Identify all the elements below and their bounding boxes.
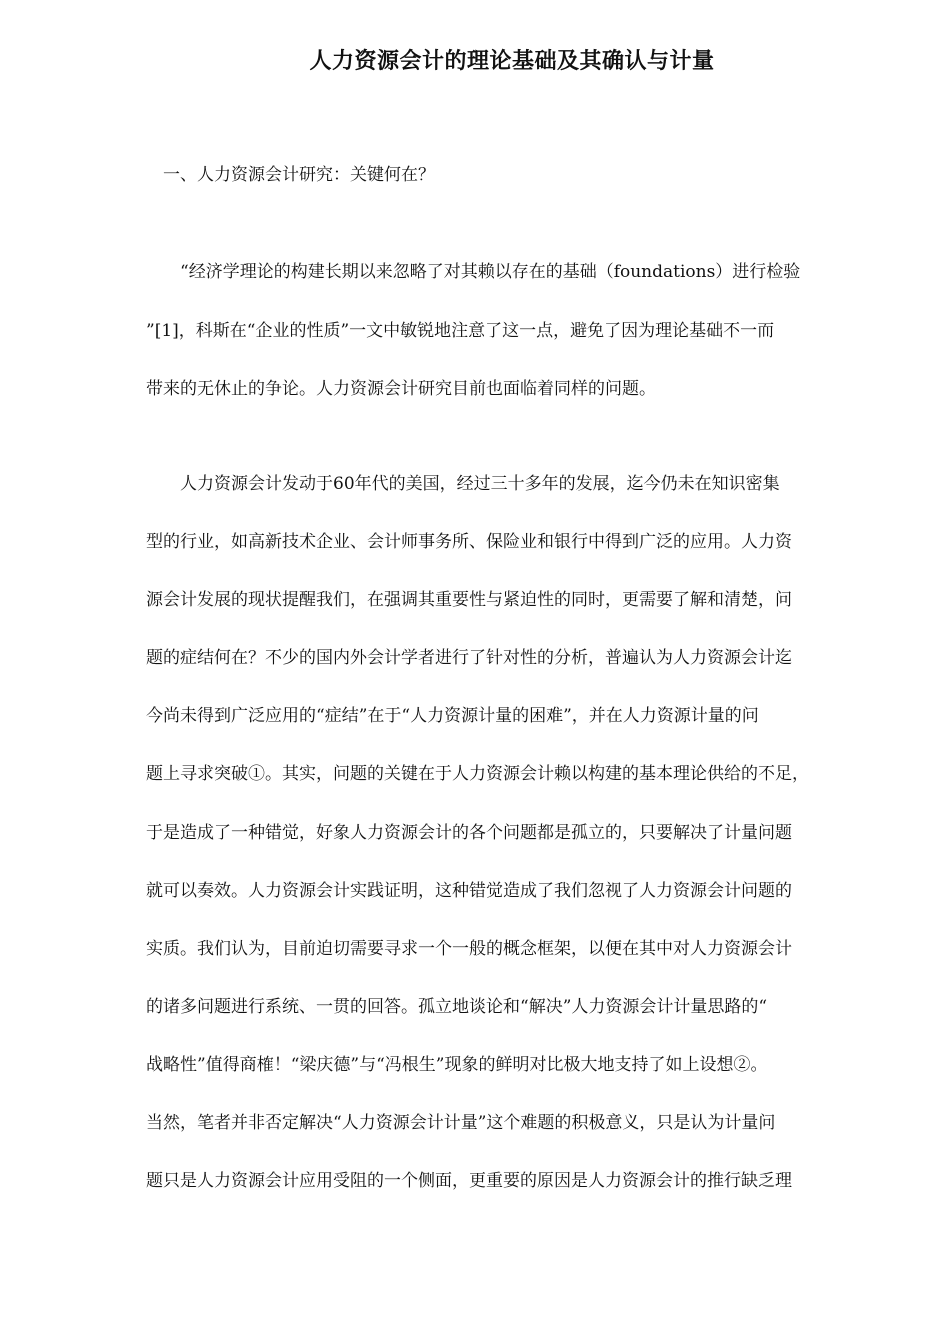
paragraph-line: 战略性”值得商榷！“梁庆德”与“冯根生”现象的鲜明对比极大地支持了如上设想②。 (146, 1054, 768, 1075)
paragraph-line: 型的行业，如高新技术企业、会计师事务所、保险业和银行中得到广泛的应用。人力资 (146, 532, 792, 553)
paragraph-line: “经济学理论的构建长期以来忽略了对其赖以存在的基础（foundations）进行检验 (146, 262, 801, 282)
paragraph-2 (146, 472, 881, 1227)
section-heading: 一、人力资源会计研究：关键何在？ (163, 165, 435, 185)
paragraph-line: 题上寻求突破①。其实，问题的关键在于人力资源会计赖以构建的基本理论供给的不足， (146, 764, 809, 785)
paragraph-line: 源会计发展的现状提醒我们，在强调其重要性与紧迫性的同时，更需要了解和清楚，问 (146, 590, 792, 611)
paragraph-line: 实质。我们认为，目前迫切需要寻求一个一般的概念框架，以便在其中对人力资源会计 (146, 938, 792, 959)
paragraph-line: 当然，笔者并非否定解决“人力资源会计计量”这个难题的积极意义，只是认为计量问 (146, 1113, 776, 1134)
document-title: 人力资源会计的理论基础及其确认与计量 (309, 48, 715, 74)
paragraph-line: 题只是人力资源会计应用受阻的一个侧面，更重要的原因是人力资源会计的推行缺乏理 (146, 1171, 792, 1192)
paragraph-line: 题的症结何在？不少的国内外会计学者进行了针对性的分析，普遍认为人力资源会计迄 (146, 648, 792, 669)
paragraph-line: 的诸多问题进行系统、一贯的回答。孤立地谈论和“解决”人力资源会计计量思路的“ (146, 996, 768, 1017)
paragraph-1 (146, 260, 881, 436)
paragraph-line: 就可以奏效。人力资源会计实践证明，这种错觉造成了我们忽视了人力资源会计问题的 (146, 880, 792, 901)
paragraph-line: 今尚未得到广泛应用的“症结”在于“人力资源计量的困难”，并在人力资源计量的问 (146, 706, 759, 727)
paragraph-line: 于是造成了一种错觉，好象人力资源会计的各个问题都是孤立的，只要解决了计量问题 (146, 822, 792, 843)
paragraph-line: ”[1]，科斯在“企业的性质”一文中敏锐地注意了这一点，避免了因为理论基础不一而 (146, 320, 775, 341)
paragraph-line: 带来的无休止的争论。人力资源会计研究目前也面临着同样的问题。 (146, 379, 656, 399)
paragraph-line: 人力资源会计发动于60年代的美国，经过三十多年的发展，迄今仍未在知识密集 (146, 474, 780, 494)
